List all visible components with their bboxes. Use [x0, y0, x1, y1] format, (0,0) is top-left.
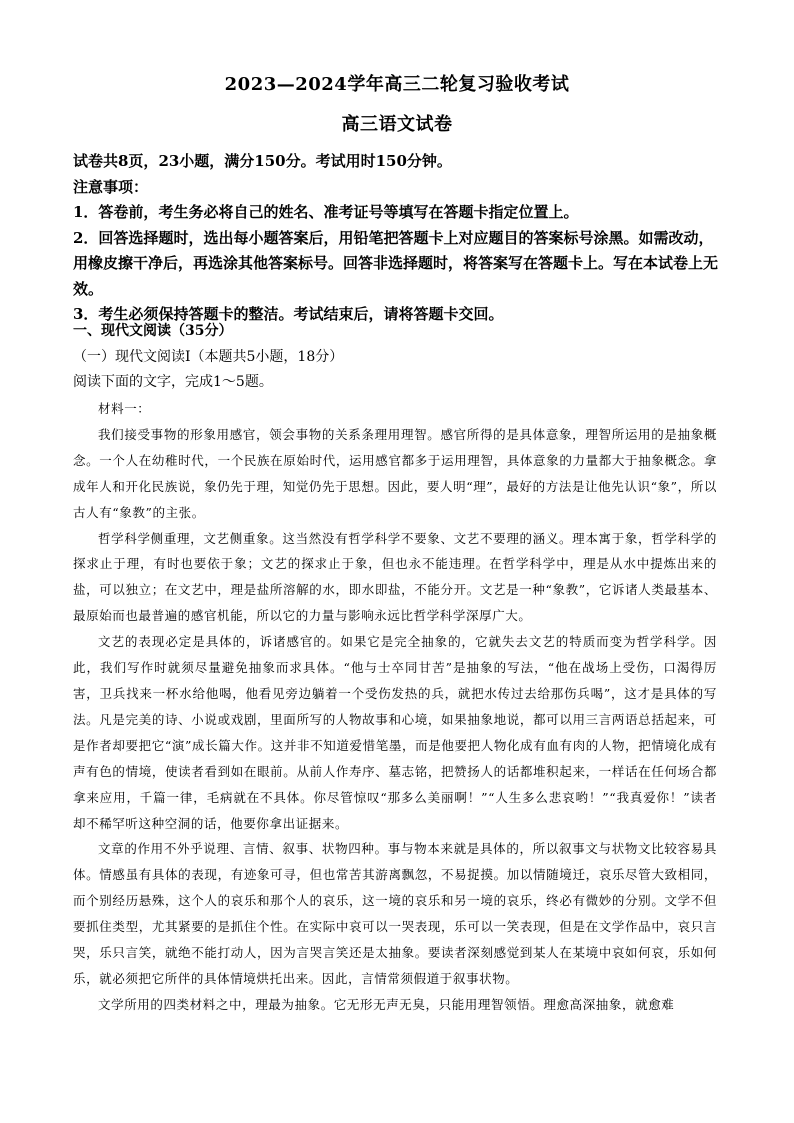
exam-notes — [73, 149, 723, 328]
exam-overview: 试卷共8页，23小题，满分150分。考试用时150分钟。 — [73, 152, 452, 170]
passage-paragraph: 文章的作用不外乎说理、言情、叙事、状物四种。事与物本来就是具体的，所以叙事文与状物文比较容易具体。情感虽有具体的表现，有迹象可寻，但也常苦其游离飘忽，不易捉摸。加以情随境迁，哀乐尽管大致相同，而个别经历悬殊，这个人的哀乐和那个人的哀乐，这一境的哀乐和另一境的哀乐，终必有微妙的分别。文学不但要抓住类型，尤其紧要的是抓住个性。在实际中哀可以一哭表现，乐可以一笑表现，但是在文学作品中，哀只言哭，乐只言笑，就绝不能打动人，因为言哭言笑还是太抽象。要读者深刻感觉到某人在某境中哀如何哀，乐如何乐，就必须把它所伴的具体情境烘托出来。因此，言情常须假道于叙事状物。 — [73, 841, 717, 986]
exam-title: 2023—2024学年高三二轮复习验收考试 — [224, 74, 570, 95]
passage-paragraph: 我们接受事物的形象用感官，领会事物的关系条理用理智。感官所得的是具体意象，理智所运用的是抽象概念。一个人在幼稚时代，一个民族在原始时代，运用感官都多于运用理智，具体意象的力量都大于抽象概念。拿成年人和开化民族说，象仍先于理，知觉仍先于思想。因此，要人明“理”，最好的方法是让他先认识“象”，所以古人有“象教”的主张。 — [73, 426, 717, 520]
reading-passage — [73, 396, 717, 1018]
material-label: 材料一： — [98, 401, 151, 416]
exam-subtitle: 高三语文试卷 — [341, 114, 453, 135]
notes-item-1: 1．答卷前，考生务必将自己的姓名、准考证号等填写在答题卡指定位置上。 — [73, 203, 579, 221]
section-instruction: 阅读下面的文字，完成1～5题。 — [73, 374, 273, 390]
passage-paragraph: 文学所用的四类材料之中，理最为抽象。它无形无声无臭，只能用理智领悟。理愈高深抽象，就愈难 — [98, 996, 675, 1012]
notes-item-2: 2．回答选择题时，选出每小题答案后，用铅笔把答题卡上对应题目的答案标号涂黑。如需改动，用橡皮擦干净后，再选涂其他答案标号。回答非选择题时，将答案写在答题卡上。写在本试卷上无效。 — [73, 228, 719, 298]
section-title: 一、现代文阅读（35分） — [73, 323, 233, 339]
notes-item-3: 3．考生必须保持答题卡的整洁。考试结束后，请将答题卡交回。 — [73, 305, 504, 323]
passage-paragraph: 文艺的表现必定是具体的，诉诸感官的。如果它是完全抽象的，它就失去文艺的特质而变为哲学科学。因此，我们写作时就须尽量避免抽象而求具体。“他与士卒同甘苦”是抽象的写法，“他在战场上受伤，口渴得厉害，卫兵找来一杯水给他喝，他看见旁边躺着一个受伤发热的兵，就把水传过去给那伤兵喝”，这才是具体的写法。凡是完美的诗、小说或戏剧，里面所写的人物故事和心境，如果抽象地说，都可以用三言两语总括起来，可是作者却要把它“演”成长篇大作。这并非不知道爱惜笔墨，而是他要把人物化成有血有肉的人物，把情境化成有声有色的情境，使读者看到如在眼前。从前人作寿序、墓志铭，把赞扬人的话都堆积起来，一样话在任何场合都拿来应用，千篇一律，毛病就在不具体。你尽管惊叹“那多么美丽啊！”“人生多么悲哀哟！”“我真爱你！”读者却不稀罕听这种空洞的话，他要你拿出证据来。 — [73, 634, 717, 831]
subsection-title: （一）现代文阅读Ⅰ（本题共5小题，18分） — [73, 349, 344, 365]
passage-paragraph: 哲学科学侧重理，文艺侧重象。这当然没有哲学科学不要象、文艺不要理的涵义。理本寓于象，哲学科学的探求止于理，有时也要依于象；文艺的探求止于象，但也永不能违理。在哲学科学中，理是从水中提炼出来的盐，可以独立；在文艺中，理是盐所溶解的水，即水即盐，不能分开。文艺是一种“象教”，它诉诸人类最基本、最原始而也最普遍的感官机能，所以它的力量与影响永远比哲学科学深厚广大。 — [73, 530, 717, 624]
notes-heading: 注意事项： — [73, 177, 149, 196]
